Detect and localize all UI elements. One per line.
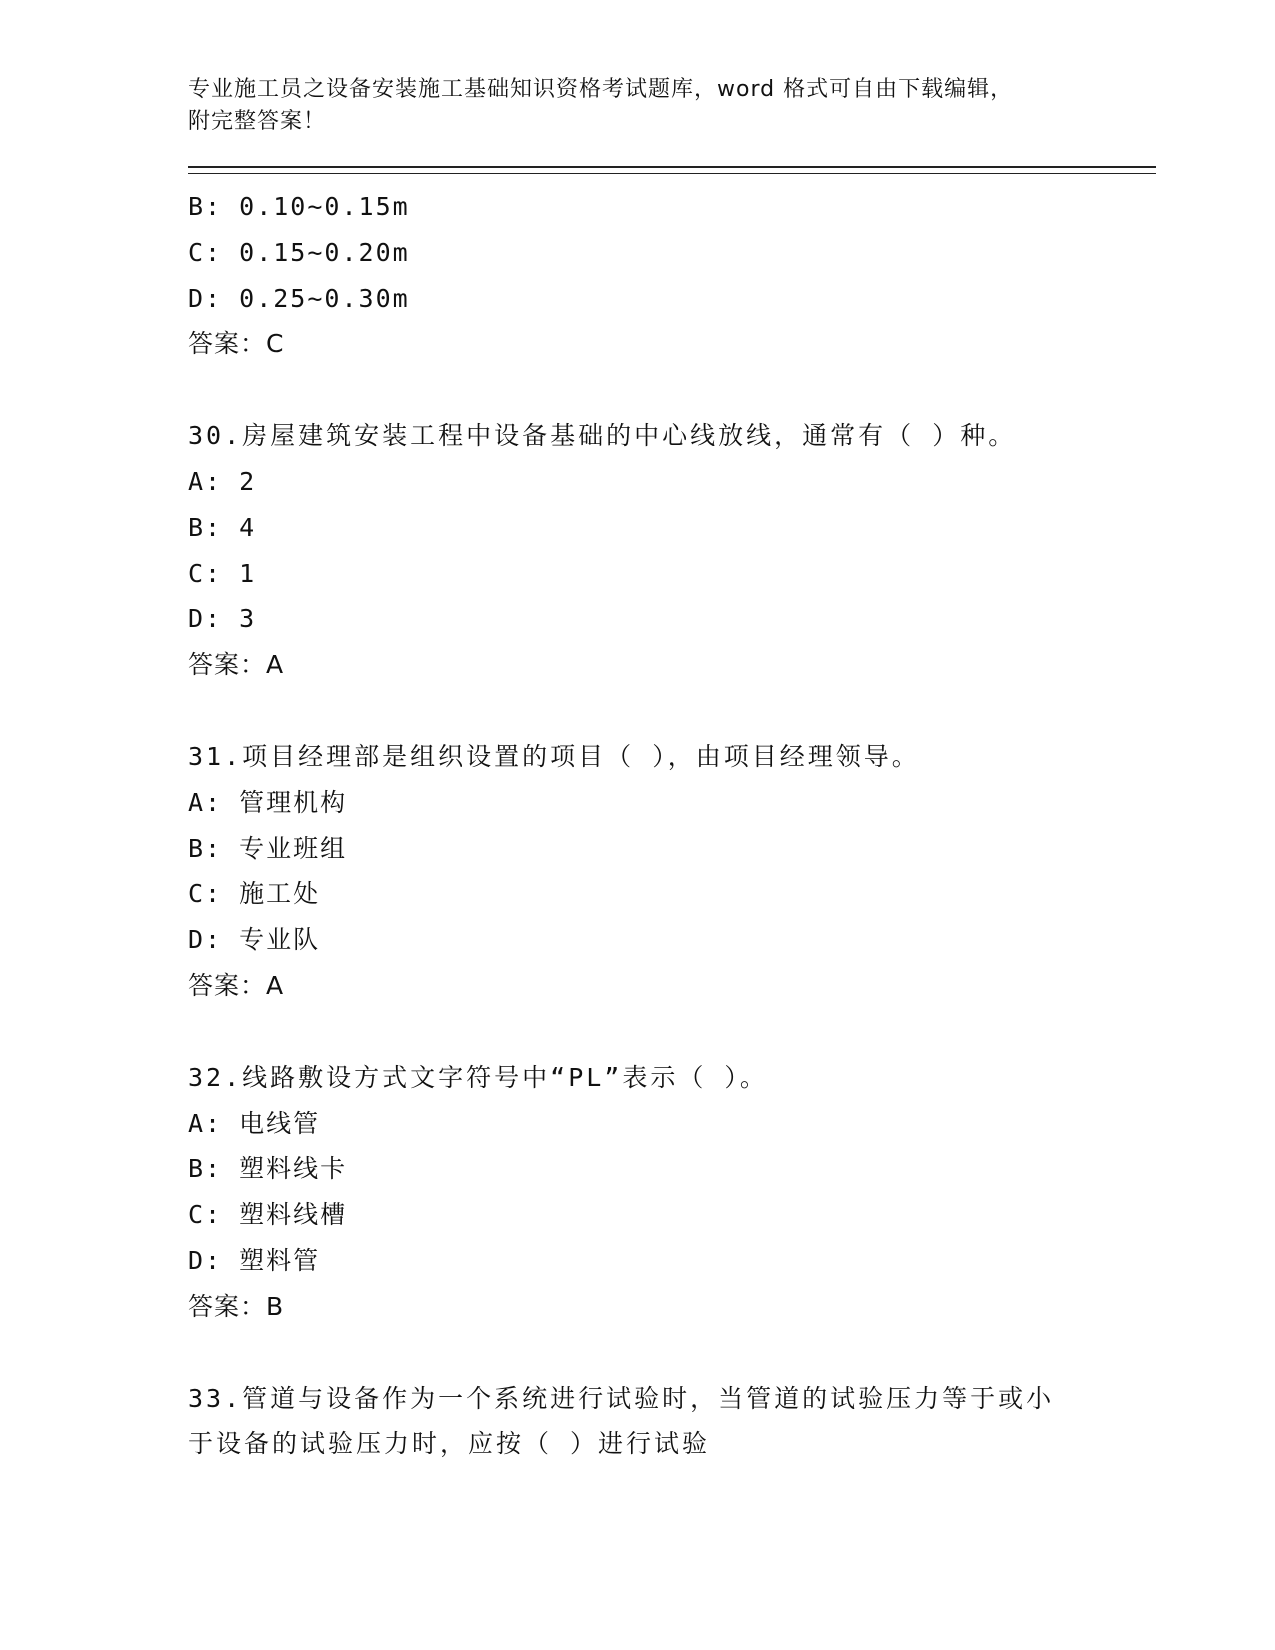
option-c: C: 0.15~0.20m: [188, 237, 410, 267]
header-line-1: 专业施工员之设备安装施工基础知识资格考试题库，word 格式可自由下载编辑，: [188, 77, 1014, 102]
option-b: B: 专业班组: [188, 833, 348, 863]
option-c: C: 施工处: [188, 879, 321, 909]
header-line-2: 附完整答案！: [188, 109, 327, 134]
option-d: D: 3: [188, 604, 257, 634]
option-a: A: 电线管: [188, 1108, 321, 1138]
document-header: [188, 74, 1158, 138]
option-d: D: 0.25~0.30m: [188, 283, 410, 313]
option-a: A: 2: [188, 466, 257, 496]
header-divider: [188, 166, 1156, 174]
option-d: D: 塑料管: [188, 1245, 321, 1275]
option-b: B: 4: [188, 512, 257, 542]
option-d: D: 专业队: [188, 925, 321, 955]
question-list: [188, 184, 1158, 1467]
option-a: A: 管理机构: [188, 787, 348, 817]
option-c: C: 1: [188, 558, 257, 588]
question-33-line-1: 33.管道与设备作为一个系统进行试验时，当管道的试验压力等于或小: [188, 1383, 1055, 1413]
answer-line: 答案：B: [188, 1291, 285, 1321]
answer-line: 答案：A: [188, 970, 285, 1000]
question-32: 32.线路敷设方式文字符号中“PL”表示（ ）。: [188, 1062, 768, 1092]
answer-line: 答案：C: [188, 329, 285, 359]
question-30: 30.房屋建筑安装工程中设备基础的中心线放线，通常有（ ）种。: [188, 421, 1017, 451]
document-page: [188, 0, 1158, 1467]
question-31: 31.项目经理部是组织设置的项目（ ），由项目经理领导。: [188, 741, 920, 771]
option-c: C: 塑料线槽: [188, 1200, 348, 1230]
option-b: B: 塑料线卡: [188, 1154, 348, 1184]
answer-line: 答案：A: [188, 650, 285, 680]
option-b: B: 0.10~0.15m: [188, 192, 410, 221]
question-33-line-2: 于设备的试验压力时，应按（ ）进行试验: [188, 1429, 711, 1459]
